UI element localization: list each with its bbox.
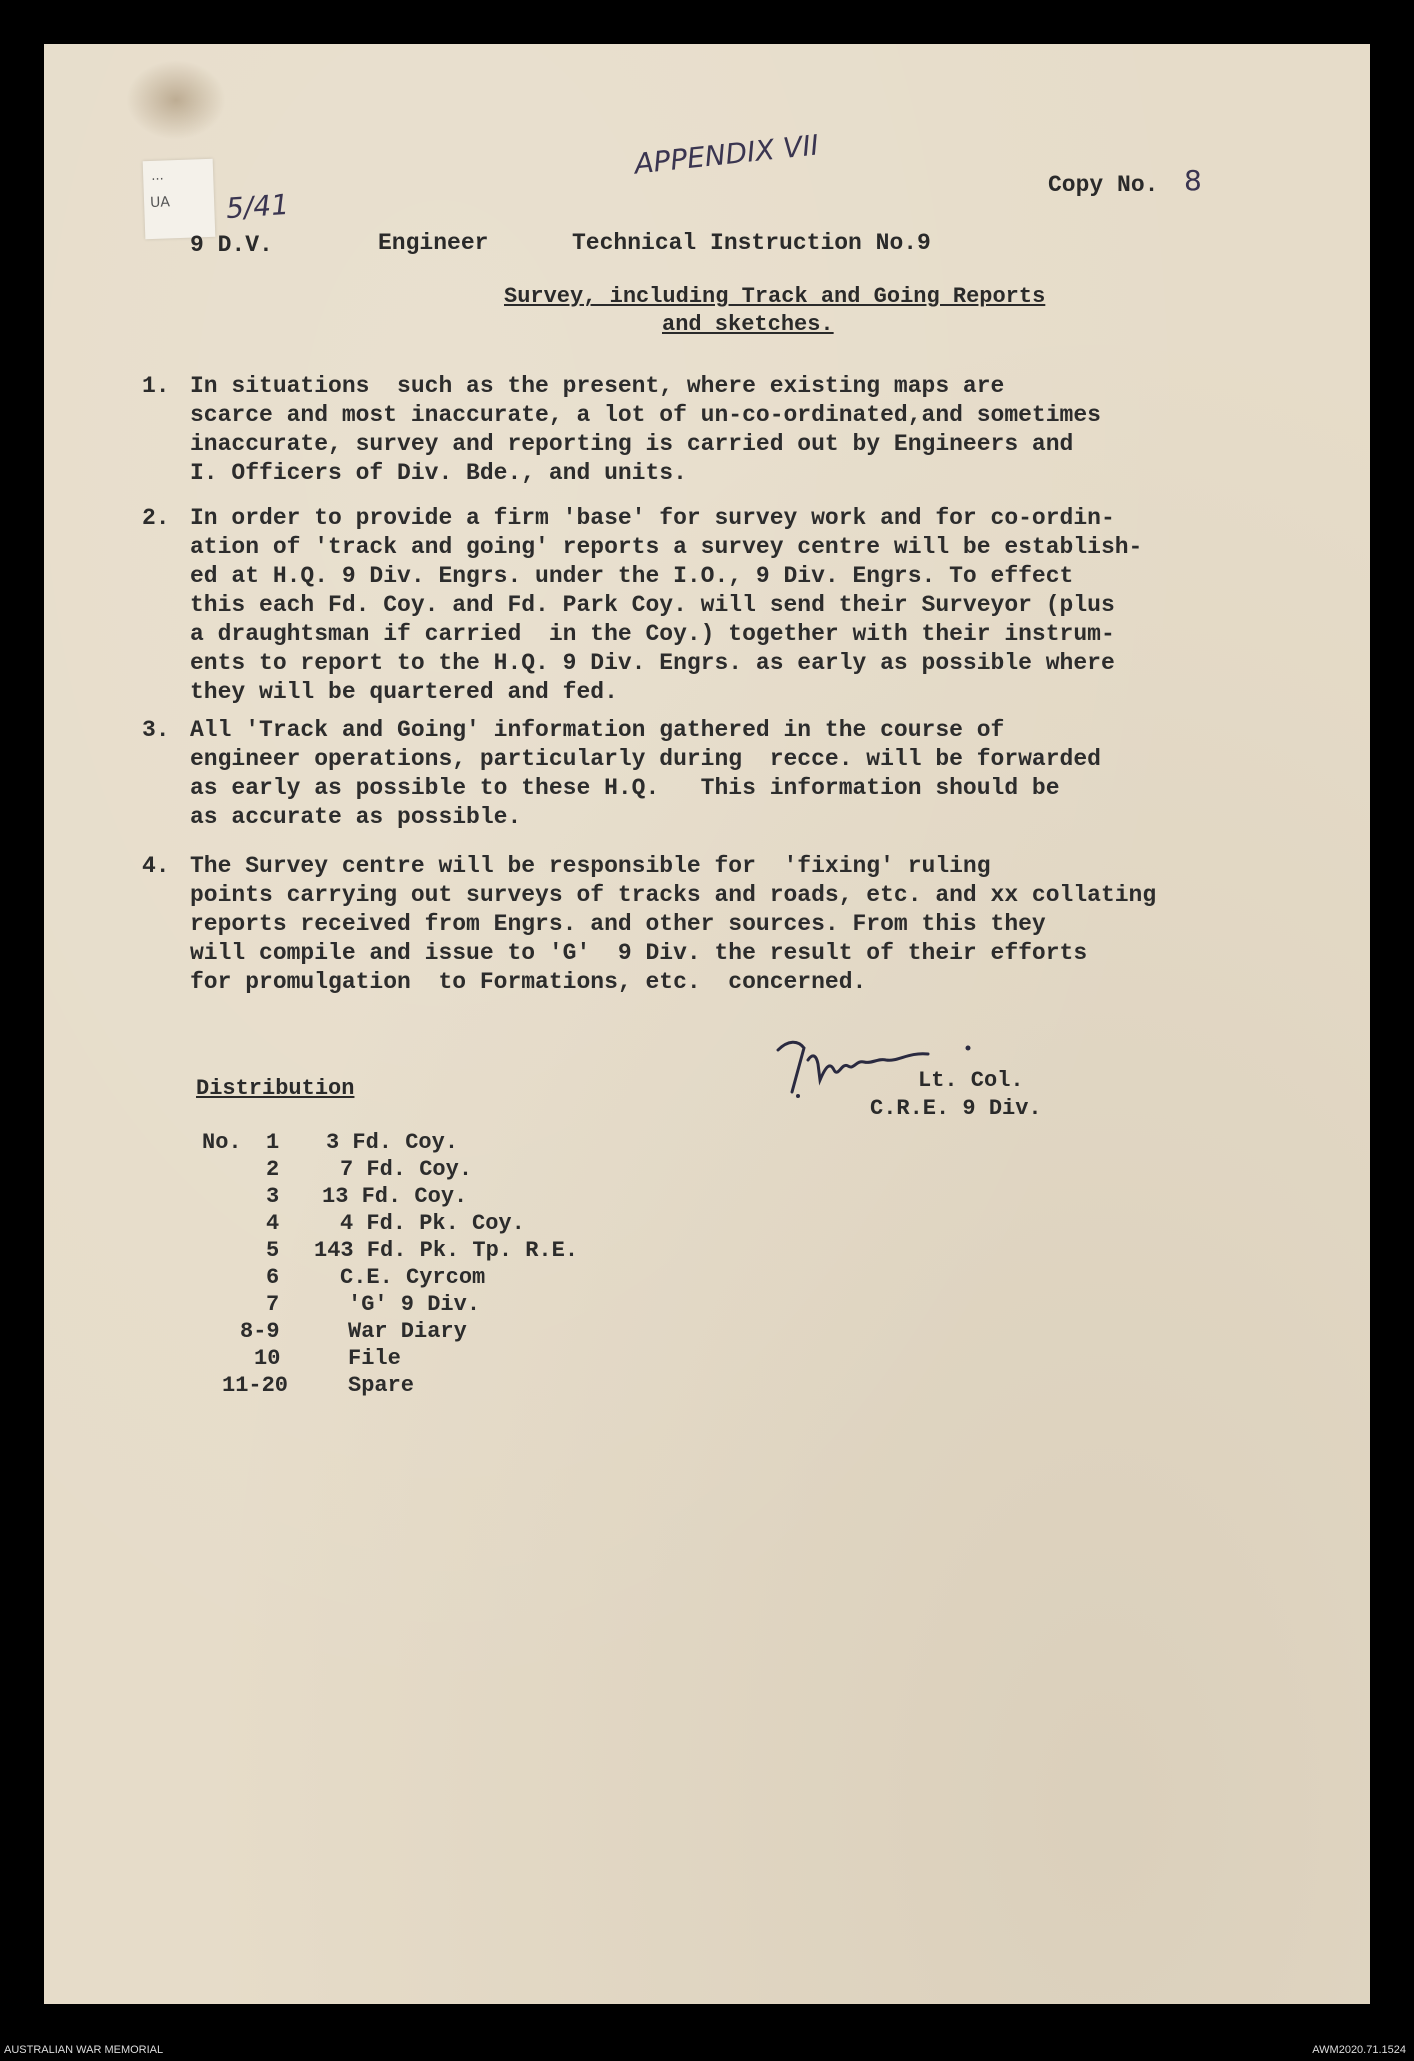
dist-number: 5 <box>266 1238 280 1263</box>
dist-number: 1 <box>266 1130 280 1155</box>
date-handwritten: 5/41 <box>224 187 290 226</box>
tag-text: ... <box>150 168 164 184</box>
paragraph-line: will compile and issue to 'G' 9 Div. the result of their efforts <box>190 940 1088 966</box>
copy-label: Copy No. <box>1048 172 1159 198</box>
dist-recipient: 13 Fd. Coy. <box>322 1184 468 1209</box>
dist-number: 4 <box>266 1211 280 1236</box>
dist-recipient: File <box>348 1346 401 1371</box>
dist-recipient: 143 Fd. Pk. Tp. R.E. <box>314 1238 579 1263</box>
dist-recipient: C.E. Cyrcom <box>340 1265 486 1290</box>
dist-number: 7 <box>266 1292 280 1317</box>
tag-text-ua: UA <box>149 194 171 212</box>
dist-recipient: 4 Fd. Pk. Coy. <box>340 1211 525 1236</box>
subject-line-2: and sketches. <box>662 312 834 337</box>
document-page <box>44 44 1370 2004</box>
dist-number: 10 <box>254 1346 281 1371</box>
left-reference: 9 D.V. <box>190 232 273 258</box>
dist-number: 8-9 <box>240 1319 280 1344</box>
paragraph-line: ation of 'track and going' reports a survey centre will be establish- <box>190 534 1143 560</box>
signature-position: C.R.E. 9 Div. <box>870 1096 1042 1121</box>
footer-left: AUSTRALIAN WAR MEMORIAL <box>4 2044 164 2056</box>
copy-number: 8 <box>1184 164 1202 197</box>
paragraph-line: All 'Track and Going' information gathered in the course of <box>190 717 1005 743</box>
paragraph-line: ed at H.Q. 9 Div. Engrs. under the I.O., 9 Div. Engrs. To effect <box>190 563 1074 589</box>
paragraph-line: reports received from Engrs. and other sources. From this they <box>190 911 1046 937</box>
paragraph-line: as accurate as possible. <box>190 804 522 830</box>
distribution-no-label: No. <box>202 1130 242 1155</box>
dist-recipient: 7 Fd. Coy. <box>340 1157 473 1182</box>
document-title: Technical Instruction No.9 <box>572 230 931 256</box>
dist-recipient: 3 Fd. Coy. <box>326 1130 459 1155</box>
paper-tag <box>143 159 216 239</box>
distribution-heading: Distribution <box>196 1076 355 1101</box>
paragraph-line: ents to report to the H.Q. 9 Div. Engrs. as early as possible where <box>190 650 1115 676</box>
paragraph-4 <box>142 852 1290 997</box>
paragraph-line: this each Fd. Coy. and Fd. Park Coy. will send their Surveyor (plus <box>190 592 1115 618</box>
paragraph-1 <box>142 372 1290 488</box>
paragraph-number: 1. <box>142 373 170 399</box>
paragraph-line: engineer operations, particularly during recce. will be forwarded <box>190 746 1101 772</box>
dist-number: 6 <box>266 1265 280 1290</box>
paragraph-number: 3. <box>142 717 170 743</box>
paragraph-line: they will be quartered and fed. <box>190 679 618 705</box>
paragraph-line: points carrying out surveys of tracks and roads, etc. and xx collating <box>190 882 1157 908</box>
paragraph-line: I. Officers of Div. Bde., and units. <box>190 460 687 486</box>
dist-recipient: Spare <box>348 1373 415 1398</box>
signature-rank: Lt. Col. <box>918 1068 1024 1093</box>
paragraph-number: 4. <box>142 853 170 879</box>
paragraph-line: The Survey centre will be responsible for 'fixing' ruling <box>190 853 991 879</box>
dist-number: 3 <box>266 1184 280 1209</box>
dist-recipient: War Diary <box>348 1319 467 1344</box>
paragraph-line: a draughtsman if carried in the Coy.) together with their instrum- <box>190 621 1115 647</box>
appendix-handwritten: APPENDIX VII <box>632 128 821 181</box>
paragraph-line: In order to provide a firm 'base' for survey work and for co-ordin- <box>190 505 1115 531</box>
dist-number: 2 <box>266 1157 280 1182</box>
paragraph-line: inaccurate, survey and reporting is carried out by Engineers and <box>190 431 1074 457</box>
subject-line-1: Survey, including Track and Going Reports <box>504 284 1046 309</box>
paragraph-line: for promulgation to Formations, etc. concerned. <box>190 969 867 995</box>
paragraph-line: as early as possible to these H.Q. This information should be <box>190 775 1060 801</box>
dist-recipient: 'G' 9 Div. <box>348 1292 481 1317</box>
paragraph-line: scarce and most inaccurate, a lot of un-co-ordinated,and sometimes <box>190 402 1101 428</box>
doc-type: Engineer <box>378 230 489 256</box>
paragraph-line: In situations such as the present, where existing maps are <box>190 373 1005 399</box>
paragraph-2 <box>142 504 1290 707</box>
dist-number: 11-20 <box>222 1373 289 1398</box>
stain-mark <box>126 60 226 140</box>
paragraph-number: 2. <box>142 505 170 531</box>
paragraph-3 <box>142 716 1290 832</box>
footer-right: AWM2020.71.1524 <box>1312 2044 1406 2056</box>
